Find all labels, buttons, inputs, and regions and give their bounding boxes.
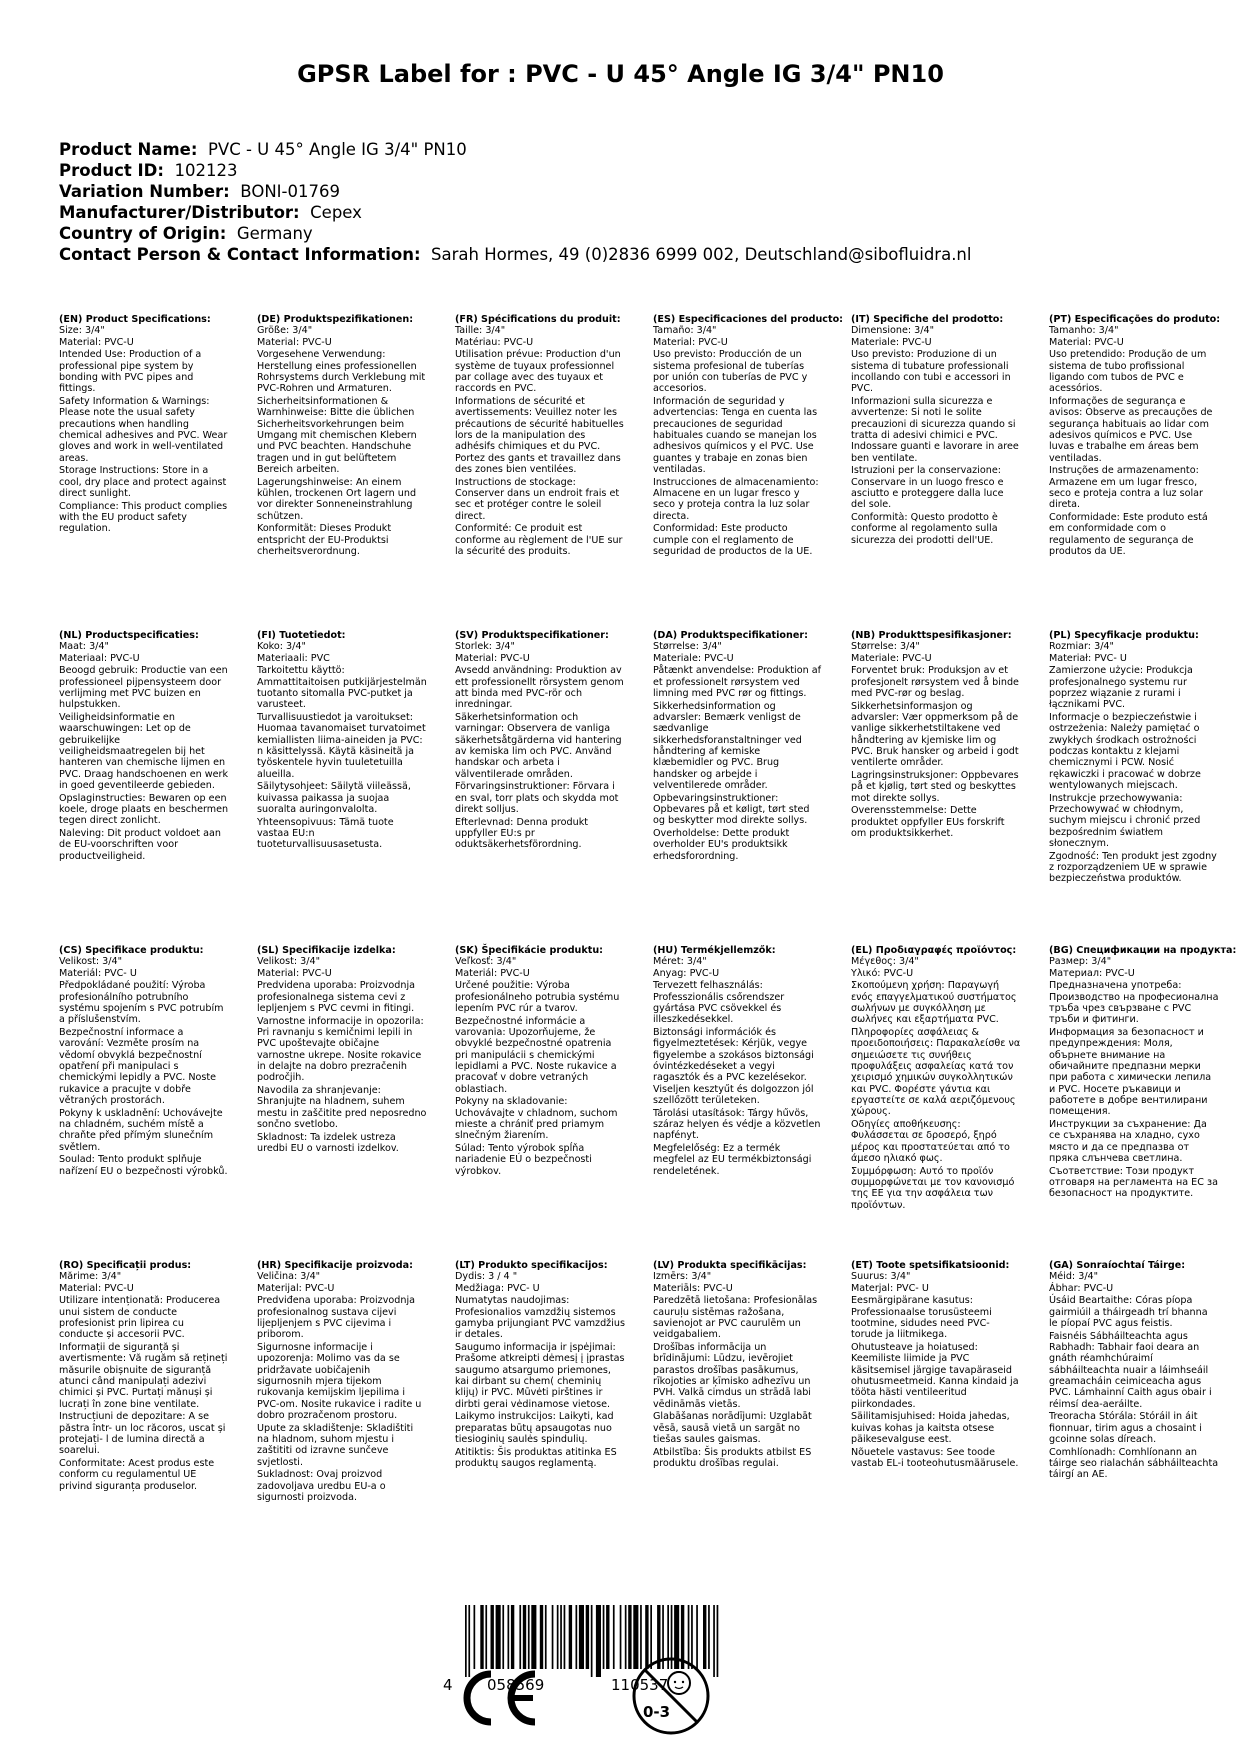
age-warning-label: 0-3: [643, 1703, 671, 1721]
spec-block-section: Förvaringsinstruktioner: Förvara i en sval, torr plats och skydda mot direkt solljus.: [455, 781, 619, 815]
spec-block-section: Tárolási utasítások: Tárgy hűvös, száraz helyen és védje a közvetlen napfényt.: [653, 1107, 821, 1142]
barcode-bar: [485, 1605, 487, 1669]
info-label: Product ID:: [59, 161, 164, 180]
spec-block-attribute: Material: PVC-U: [653, 336, 728, 348]
spec-block-section: Sicherheitsinformationen & Warnhinweise: Bitte die üblichen Sicherheitsvorkehrungen beim Umgang mit chemischen Klebern und PVC beachten. Handschuhe tragen und in gut belüftetem Bereich arbeiten.: [257, 396, 417, 475]
spec-block: [653, 1260, 823, 1469]
spec-block-section: Vorgesehene Verwendung: Herstellung eines professionellen Rohrsystems durch Verklebung mit PVC-Rohren und Armaturen.: [257, 349, 426, 395]
spec-block-attribute: Izmērs: 3/4": [653, 1271, 712, 1283]
spec-block-attribute: Materiál: PVC-U: [455, 967, 530, 979]
spec-block-section: Úsáid Beartaithe: Córas píopa gairmiúil a tháirgeadh trí bhanna le píopaí PVC agus feistis.: [1049, 1295, 1208, 1329]
spec-block-heading: (BG) Спецификации на продукта:: [1049, 945, 1237, 956]
spec-block: [59, 1260, 229, 1492]
spec-block-section: Súlad: Tento výrobok spĺňa nariadenie EÚ o bezpečnosti výrobkov.: [455, 1143, 592, 1177]
spec-block-section: Turvallisuustiedot ja varoitukset: Huomaa tavanomaiset turvatoimet kemiallisten liima-aineiden ja PVC: n käsittelyssä. Käytä käsineitä ja työskentele hyvin tuuletetuilla alueilla.: [257, 712, 426, 780]
spec-block-section: Laikymo instrukcijos: Laikyti, kad preparatas būtų apsaugotas nuo tiesioginių saulės spindulių.: [455, 1411, 614, 1445]
spec-block-attribute: Suurus: 3/4": [851, 1271, 911, 1283]
barcode-digits-right: 110537: [611, 1676, 669, 1693]
spec-block: [653, 314, 844, 557]
barcode-bar: [480, 1605, 483, 1669]
spec-block-heading: (NB) Produkttspesifikasjoner:: [851, 630, 1012, 641]
spec-block-section: Megfelelőség: Ez a termék megfelel az EU termékbiztonsági rendeletének.: [653, 1143, 812, 1177]
spec-block-attribute: Materiale: PVC-U: [851, 652, 932, 664]
spec-block-section: Comhlíonadh: Comhlíonann an táirge seo rialachán sábháilteachta táirgí an AE.: [1049, 1446, 1219, 1481]
info-variation-number: [59, 181, 1189, 202]
spec-block-attribute: Méid: 3/4": [1049, 1271, 1099, 1283]
spec-block-section: Upute za skladištenje: Skladištiti na hladnom, suhom mjestu i zaštititi od izravne sunčeve svjetlosti.: [257, 1422, 414, 1468]
spec-block-attribute: Mărime: 3/4": [59, 1271, 122, 1283]
spec-block-section: Numatytas naudojimas: Profesionalios vamzdžių sistemos gamyba prijungiant PVC vamzdžius ir detales.: [455, 1295, 625, 1341]
spec-block-section: Sukladnost: Ovaj proizvod zadovoljava uredbu EU-a o sigurnosti proizvoda.: [257, 1469, 386, 1503]
spec-block-attribute: Material: PVC-U: [455, 652, 530, 664]
barcode-bar: [713, 1605, 715, 1677]
barcode-bar: [496, 1605, 501, 1669]
spec-block-section: Πληροφορίες ασφάλειας & προειδοποιήσεις: Παρακαλείσθε να σημειώσετε τις συνήθεις προφυλάξεις ασφαλείας κατά τον χειρισμό χημικών συγκολλητικών και PVC. Φορέστε γάντια και εργαστείτε σε καλά αεριζόμενους χώρους.: [851, 1027, 1021, 1118]
spec-block-section: Instrucciones de almacenamiento: Almacene en un lugar fresco y seco y proteja contra la luz solar directa.: [653, 476, 819, 522]
spec-block-attribute: Maat: 3/4": [59, 641, 109, 653]
spec-block-section: Treoracha Stórála: Stóráil in áit fionnuar, tirim agus a chosaint i gcoinne solas díreach.: [1049, 1411, 1202, 1445]
spec-block-heading: (NL) Productspecificaties:: [59, 630, 199, 641]
spec-block-section: Faisnéis Sábháilteachta agus Rabhadh: Tabhair faoi deara an gnáth réamhchúraimí sábháilteachta nuair a láimhseáil greamacháin ceimiceacha agus PVC. Lámhainní Caith agus obair i réimsí dea-aeráilte.: [1049, 1330, 1212, 1410]
spec-block-section: Tarkoitettu käyttö: Ammattitaitoisen putkijärjestelmän tuotanto sitomalla PVC-putket ja varusteet.: [257, 665, 427, 711]
spec-block-section: Conformité: Ce produit est conforme au règlement de l'UE sur la sécurité des produits.: [455, 523, 623, 557]
spec-block-attribute: Anyag: PVC-U: [653, 967, 720, 979]
spec-block-attribute: Rozmiar: 3/4": [1049, 641, 1114, 653]
spec-block-section: Utilizare intenționată: Producerea unui sistem de conducte profesionist prin lipirea cu conducte și accesorii PVC.: [59, 1295, 221, 1341]
barcode-digit-prefix: 4: [443, 1676, 453, 1693]
spec-block: [455, 1260, 625, 1469]
info-value: BONI-01769: [240, 182, 340, 201]
spec-block-section: Conformità: Questo prodotto è conforme al regolamento sulla sicurezza dei prodotti dell'UE.: [851, 512, 998, 546]
spec-block: [1049, 314, 1219, 557]
spec-block-attribute: Material: PVC-U: [257, 967, 332, 979]
barcode-bar: [540, 1605, 543, 1669]
spec-block-section: Atbilstība: Šis produkts atbilst ES produktu drošības regulai.: [653, 1446, 812, 1470]
barcode-bar: [576, 1605, 578, 1669]
spec-block-attribute: Velikost: 3/4": [257, 956, 321, 968]
spec-block-heading: (PL) Specyfikacje produktu:: [1049, 630, 1199, 641]
spec-block-section: Yhteensopivuus: Tämä tuote vastaa EU:n tuoteturvallisuusasetusta.: [257, 816, 394, 851]
spec-block-section: Compliance: This product complies with the EU product safety regulation.: [59, 500, 228, 535]
spec-block-heading: (CS) Specifikace produktu:: [59, 945, 204, 956]
spec-block-attribute: Material: PVC-U: [59, 336, 134, 348]
ce-mark-icon: [455, 1668, 540, 1728]
spec-block-attribute: Matériau: PVC-U: [455, 336, 534, 348]
spec-block-attribute: Materiaali: PVC: [257, 652, 330, 664]
spec-block-attribute: Material: PVC-U: [257, 336, 332, 348]
spec-block-attribute: Velikost: 3/4": [59, 956, 123, 968]
spec-block-section: Paredzētā lietošana: Profesionālas cauruļu sistēmas ražošana, savienojot ar PVC caurulēm un veidgabaliem.: [653, 1295, 818, 1341]
spec-block-heading: (IT) Specifiche del prodotto:: [851, 314, 1004, 325]
spec-block-section: Glabāšanas norādījumi: Uzglabāt vēsā, sausā vietā un sargāt no tiešas saules gaismas.: [653, 1411, 812, 1445]
barcode-bar: [569, 1605, 572, 1669]
spec-block-attribute: Méret: 3/4": [653, 956, 707, 968]
spec-block-section: Beoogd gebruik: Productie van een professioneel pijpensysteem door verlijming met PVC buizen en hulpstukken.: [59, 665, 228, 711]
spec-block-attribute: Υλικό: PVC-U: [851, 967, 914, 979]
spec-block: [257, 314, 427, 557]
spec-block-attribute: Ábhar: PVC-U: [1049, 1282, 1114, 1294]
barcode-bar: [523, 1605, 526, 1669]
spec-block-section: Bezpečnostní informace a varování: Vezměte prosím na vědomí obvyklá bezpečnostní opatření při manipulaci s chemickými lepidly a PVC. Noste rukavice a pracujte v dobře větraných prostorách.: [59, 1027, 217, 1106]
spec-block-section: Předpokládané použití: Výroba profesionálního potrubního systému spojením s PVC potrubím a příslušenstvím.: [59, 980, 224, 1026]
barcode-bar: [552, 1605, 554, 1669]
barcode-bar: [474, 1605, 476, 1669]
spec-block-section: Predviđena uporaba: Proizvodnja profesionalnog sustava cijevi lijepljenjem s PVC cijevima i priborom.: [257, 1295, 415, 1341]
spec-block-attribute: Dydis: 3 / 4 ": [455, 1271, 518, 1283]
spec-block-section: Conformitate: Acest produs este conform cu regulamentul UE privind siguranța produselor.: [59, 1458, 215, 1492]
spec-block-section: Sigurnosne informacije i upozorenja: Molimo vas da se pridržavate uobičajenih sigurnosnih mjera tijekom rukovanja kemijskim ljepilima i PVC-om. Nosite rukavice i radite u dobro prozračenom prostoru.: [257, 1342, 422, 1421]
spec-block-section: Storage Instructions: Store in a cool, dry place and protect against direct sunlight.: [59, 465, 227, 499]
spec-block: [455, 314, 625, 557]
spec-block-section: Σκοπούμενη χρήση: Παραγωγή ενός επαγγελματικού συστήματος σωλήνων με συγκόλληση με σωλήνες και εξαρτήματα PVC.: [851, 980, 1017, 1026]
spec-block-section: Forventet bruk: Produksjon av et profesjonelt rørsystem ved å binde med PVC-rør og beslag.: [851, 665, 1019, 699]
spec-block-section: Atitiktis: Šis produktas atitinka ES produktų saugos reglamentą.: [455, 1446, 617, 1470]
spec-block-section: Biztonsági információk és figyelmeztetések: Kérjük, vegye figyelembe a szokásos biztonsági óvintézkedéseket a vegyi ragasztók és a PVC kezelésekor. Viseljen kesztyűt és dolgozzon jól szellőzött területeken.: [653, 1027, 814, 1106]
barcode-bar: [491, 1605, 494, 1669]
spec-block-heading: (GA) Sonraíochtaí Táirge:: [1049, 1260, 1186, 1271]
info-manufacturer: [59, 202, 1189, 223]
spec-block-section: Saugumo informacija ir įspėjimai: Prašome atkreipti dėmesį į įprastas saugumo atsargumo priemones, kai dirbant su chem( cheminių klijų) ir PVC. Mūvėti pirštines ir dirbti gerai vėdinamose vietose.: [455, 1342, 625, 1410]
barcode-bar: [586, 1605, 589, 1669]
spec-block-section: Предназначена употреба: Производство на професионална тръба чрез свързване с PVC тръби и фитинги.: [1049, 980, 1219, 1026]
spec-block-section: Instrukcje przechowywania: Przechowywać w chłodnym, suchym miejscu i chronić przed bezpośrednim światłem słonecznym.: [1049, 792, 1201, 849]
info-label: Variation Number:: [59, 182, 230, 201]
info-product-id: [59, 160, 1189, 181]
barcode-bar: [519, 1605, 521, 1669]
spec-block-section: Инструкции за съхранение: Да се съхранява на хладно, сухо място и да се предпазва от пряка слънчева светлина.: [1049, 1118, 1207, 1164]
spec-block-attribute: Veľkosť: 3/4": [455, 956, 517, 968]
info-label: Contact Person & Contact Information:: [59, 245, 421, 264]
barcode-bar: [596, 1605, 601, 1677]
spec-block-section: Conformidad: Este producto cumple con el reglamento de seguridad de productos de la UE.: [653, 523, 813, 557]
spec-block-section: Soulad: Tento produkt splňuje nařízení EU o bezpečnosti výrobků.: [59, 1154, 228, 1177]
spec-block-attribute: Medžiaga: PVC- U: [455, 1282, 540, 1294]
info-value: Germany: [236, 224, 313, 243]
spec-block-attribute: Tamanho: 3/4": [1049, 325, 1119, 337]
barcode-bar: [591, 1605, 593, 1677]
spec-block-attribute: Размер: 3/4": [1049, 956, 1112, 968]
spec-block-heading: (FR) Spécifications du produit:: [455, 314, 621, 325]
spec-block: [257, 945, 427, 1154]
spec-block-section: Påtænkt anvendelse: Produktion af et professionelt rørsystem ved limning med PVC rør og fittings.: [653, 665, 821, 699]
spec-block-section: Säkerhetsinformation och varningar: Observera de vanliga säkerhetsåtgärderna vid hantering av kemiska lim och PVC. Använd handskar och arbeta i välventilerade områden.: [455, 712, 622, 780]
spec-block-section: Skladnost: Ta izdelek ustreza uredbi EU o varnosti izdelkov.: [257, 1131, 399, 1155]
barcode-bar: [545, 1605, 547, 1669]
spec-block-section: Uso previsto: Produzione di un sistema di tubature professionali incollando con tubi e accessori in PVC.: [851, 349, 1011, 395]
spec-block-section: Informazioni sulla sicurezza e avvertenze: Si noti le solite precauzioni di sicurezza quando si tratta di adesivi chimici e PVC. Indossare guanti e lavorare in aree ben ventilate.: [851, 396, 1019, 464]
spec-block-section: Οδηγίες αποθήκευσης: Φυλάσσεται σε δροσερό, ξηρό μέρος και προστατεύεται από το άμεσο ηλιακό φως.: [851, 1118, 1010, 1164]
barcode-bar: [564, 1605, 566, 1669]
spec-block: [257, 1260, 427, 1503]
barcode-bar: [579, 1605, 584, 1669]
spec-block-heading: (LV) Produkta specifikācijas:: [653, 1260, 807, 1271]
spec-block-section: Avsedd användning: Produktion av ett professionellt rörsystem genom att binda med PVC-rör och inredningar.: [455, 665, 624, 711]
spec-block-section: Veiligheidsinformatie en waarschuwingen: Let op de gebruikelijke veiligheidsmaatregelen bij het hanteren van chemische lijmen en PVC. Draag handschoenen en werk in goed geventileerde gebieden.: [59, 712, 229, 791]
info-contact: [59, 244, 1189, 265]
spec-block-section: Información de seguridad y advertencias: Tenga en cuenta las precauciones de seguridad habituales cuando se manejan los adhesivos químicos y el PVC. Use guantes y trabaje en zonas bien ventiladas.: [653, 396, 818, 475]
spec-block-attribute: Size: 3/4": [59, 325, 105, 337]
spec-block: [653, 630, 823, 862]
spec-block-attribute: Материал: PVC-U: [1049, 967, 1135, 979]
spec-block-section: Opslaginstructies: Bewaren op een koele, droge plaats en beschermen tegen direct zonlicht.: [59, 792, 229, 827]
spec-block-section: Uso pretendido: Produção de um sistema de tubo profissional ligando com tubos de PVC e acessórios.: [1049, 349, 1207, 395]
spec-block-section: Informacje o bezpieczeństwie i ostrzeżenia: Należy pamiętać o zwykłych środkach ostrożności podczas kontaktu z klejami chemicznymi i PCW. Nosić rękawiczki i pracować w dobrze wentylowanych miejscach.: [1049, 712, 1201, 791]
spec-block-section: Instrucțiuni de depozitare: A se păstra într- un loc răcoros, uscat și protejați- l de lumina directă a soarelui.: [59, 1411, 226, 1457]
spec-block-attribute: Størrelse: 3/4": [851, 641, 920, 653]
barcode-bar: [465, 1605, 467, 1677]
spec-block-section: Ohutusteave ja hoiatused: Keemiliste liimide ja PVC käsitsemisel järgige tavapäraseid ohutusmeetmeid. Kanna kindaid ja tööta hästi ventileeritud piirkondades.: [851, 1342, 1019, 1410]
info-value: Sarah Hormes, 49 (0)2836 6999 002, Deutschland@sibofluidra.nl: [431, 245, 972, 264]
spec-block-heading: (EL) Προδιαγραφές προϊόντος:: [851, 945, 1017, 956]
spec-block-section: Zgodność: Ten produkt jest zgodny z rozporządzeniem UE w sprawie bezpieczeństwa produktów.: [1049, 850, 1217, 885]
spec-block-section: Predvidena uporaba: Proizvodnja profesionalnega sistema cevi z lepljenjem s PVC cevmi in fitingi.: [257, 980, 415, 1014]
spec-block-section: Säilytysohjeet: Säilytä viileässä, kuivassa paikassa ja suojaa suoralta auringonvalolta.: [257, 781, 411, 815]
spec-block: [851, 1260, 1021, 1469]
spec-block-section: Lagerungshinweise: An einem kühlen, trockenen Ort lagern und vor direkter Sonneneinstrahlung schützen.: [257, 476, 417, 522]
spec-block-attribute: Materiał: PVC- U: [1049, 652, 1127, 664]
spec-block-heading: (HR) Specifikacije proizvoda:: [257, 1260, 413, 1271]
spec-block-attribute: Größe: 3/4": [257, 325, 313, 337]
spec-block-section: Eesmärgipärane kasutus: Professionaalse torusüsteemi tootmine, sidudes need PVC-torude ja liitmikega.: [851, 1295, 992, 1341]
spec-block-heading: (EN) Product Specifications:: [59, 314, 211, 325]
spec-block-attribute: Materiāls: PVC-U: [653, 1282, 733, 1294]
spec-block-section: Efterlevnad: Denna produkt uppfyller EU:s pr oduktsäkerhetsförordning.: [455, 816, 589, 851]
spec-block: [455, 945, 625, 1177]
spec-block-section: Navodila za shranjevanje: Shranjujte na hladnem, suhem mestu in zaščitite pred neposredno sončno svetlobo.: [257, 1085, 427, 1130]
spec-block-section: Opbevaringsinstruktioner: Opbevares på et køligt, tørt sted og beskytter mod direkte sollys.: [653, 792, 810, 827]
info-country-of-origin: [59, 223, 1189, 244]
barcode-bar: [620, 1605, 622, 1669]
product-info: [59, 139, 1189, 265]
spec-block-attribute: Material: PVC-U: [1049, 336, 1124, 348]
spec-block-heading: (DA) Produktspecifikationer:: [653, 630, 808, 641]
spec-block-heading: (FI) Tuotetiedot:: [257, 630, 346, 641]
spec-block-heading: (HU) Termékjellemzők:: [653, 945, 776, 956]
barcode-bar: [511, 1605, 514, 1669]
barcode-bar: [717, 1605, 719, 1677]
spec-block-attribute: Taille: 3/4": [455, 325, 506, 337]
spec-block-section: Bezpečnostné informácie a varovania: Upozorňujeme, že obvyklé bezpečnostné opatrenia pri manipulácii s chemickými lepidlami a PVC. Noste rukavice a pracovať v dobre vetraných oblastiach.: [455, 1015, 617, 1095]
spec-block-section: Συμμόρφωση: Αυτό το προϊόν συμμορφώνεται με τον κανονισμό της ΕΕ για την ασφάλεια των προϊόντων.: [851, 1165, 1015, 1211]
spec-block-section: Konformität: Dieses Produkt entspricht der EU-Produktsi cherheitsverordnung.: [257, 523, 392, 557]
spec-block-section: Nõuetele vastavus: See toode vastab EL-i tooteohutusmäärusele.: [851, 1446, 1019, 1470]
spec-block-section: Overensstemmelse: Dette produktet oppfyller EUs forskrift om produktsikkerhet.: [851, 805, 1005, 840]
spec-block: [1049, 630, 1219, 885]
spec-block-section: Pokyny k uskladnění: Uchovávejte na chladném, suchém místě a chraňte před přímým slunečním světlem.: [59, 1107, 223, 1153]
barcode-bar: [468, 1605, 470, 1677]
spec-block-heading: (SK) Špecifikácie produktu:: [455, 945, 604, 956]
info-label: Country of Origin:: [59, 224, 227, 243]
spec-block-section: Naleving: Dit product voldoet aan de EU-voorschriften voor productveiligheid.: [59, 828, 221, 862]
spec-block-section: Sikkerhetsinformasjon og advarsler: Vær oppmerksom på de vanlige sikkerhetstiltakene ved håndtering av kjemiske lim og PVC. Bruk hansker og arbeid i godt ventilerte områder.: [851, 700, 1019, 769]
info-value: PVC - U 45° Angle IG 3/4" PN10: [207, 140, 467, 159]
barcode-bar: [502, 1605, 504, 1669]
spec-block: [455, 630, 625, 851]
spec-block: [653, 945, 823, 1177]
spec-block-section: Tervezett felhasználás: Professzionális csőrendszer gyártása PVC csövekkel és illeszkedésekkel.: [653, 980, 785, 1026]
spec-block-section: Uso previsto: Producción de un sistema profesional de tuberías por unión con tuberías de PVC y accesorios.: [653, 349, 808, 395]
spec-block-attribute: Μέγεθος: 3/4": [851, 956, 919, 968]
spec-block-section: Съответствие: Този продукт отговаря на регламента на ЕС за безопасност на продуктите.: [1049, 1165, 1218, 1200]
spec-block-section: Varnostne informacije in opozorila: Pri ravnanju s kemičnimi lepili in PVC upoštevajte običajne varnostne ukrepe. Nosite rokavice in delajte na dobro prezračenih področjih.: [257, 1015, 424, 1084]
info-value: Cepex: [310, 203, 362, 222]
spec-block-section: Conformidade: Este produto está em conformidade com o regulamento de segurança de produtos da UE.: [1049, 512, 1208, 557]
spec-block-section: Sikkerhedsinformation og advarsler: Bemærk venligst de sædvanlige sikkerhedsforanstaltninger ved håndtering af kemiske klæbemidler og PVC. Brug handsker og arbejde i velventilerede områder.: [653, 700, 802, 791]
spec-block-section: Pokyny na skladovanie: Uchovávajte v chladnom, suchom mieste a chrániť pred priamym slnečným žiarením.: [455, 1096, 618, 1142]
spec-block-section: Säilitamisjuhised: Hoida jahedas, kuivas kohas ja kaitsta otsese päikesevalguse eest.: [851, 1411, 1010, 1445]
spec-block-attribute: Materiale: PVC-U: [653, 652, 734, 664]
spec-block-section: Určené použitie: Výroba profesionálneho potrubia systému lepením PVC rúr a tvarov.: [455, 980, 620, 1014]
barcode-bar: [603, 1605, 605, 1669]
info-value: 102123: [174, 161, 238, 180]
spec-block-heading: (SL) Specifikacije izdelka:: [257, 945, 396, 956]
barcode-bar: [531, 1605, 536, 1669]
barcode-bar: [557, 1605, 559, 1669]
spec-block-attribute: Dimensione: 3/4": [851, 325, 935, 337]
spec-block-section: Informações de segurança e avisos: Observe as precauções de segurança habituais ao lidar com adesivos químicos e PVC. Use luvas e trabalhe em áreas bem ventiladas.: [1049, 396, 1213, 464]
barcode-bar: [528, 1605, 530, 1669]
spec-block-attribute: Storlek: 3/4": [455, 641, 515, 653]
spec-block-section: Instructions de stockage: Conserver dans un endroit frais et sec et protéger contre le soleil direct.: [455, 476, 620, 522]
spec-block-attribute: Tamaño: 3/4": [653, 325, 717, 337]
spec-block-attribute: Material: PVC-U: [59, 1282, 134, 1294]
spec-block: [1049, 1260, 1219, 1481]
spec-block-attribute: Materiaal: PVC-U: [59, 652, 140, 664]
spec-block-section: Informații de siguranță și avertismente: Vă rugăm să rețineți măsurile obișnuite de siguranță atunci când manipulați adezivi chimici și PVC. Purtați mănuși și lucrați în zone bine ventilate.: [59, 1342, 228, 1410]
barcode-digits-left: 058569: [487, 1676, 545, 1693]
barcode-bar: [625, 1605, 627, 1669]
spec-block: [59, 630, 229, 862]
spec-block-section: Instruções de armazenamento: Armazene em um lugar fresco, seco e proteja contra a luz solar direta.: [1049, 465, 1203, 511]
barcode-bar: [560, 1605, 562, 1669]
spec-block-section: Lagringsinstruksjoner: Oppbevares på et kjølig, tørt sted og beskyttes mot direkte sollys.: [851, 770, 1019, 804]
spec-block-section: Istruzioni per la conservazione: Conservare in un luogo fresco e asciutto e proteggere dalla luce del sole.: [851, 465, 1004, 511]
spec-block-attribute: Veličina: 3/4": [257, 1271, 321, 1283]
no-children-0-3-icon: [630, 1655, 712, 1737]
spec-block-heading: (SV) Produktspecifikationer:: [455, 630, 609, 641]
barcode-bar: [508, 1605, 510, 1669]
spec-block-attribute: Størrelse: 3/4": [653, 641, 722, 653]
spec-block-attribute: Materiál: PVC- U: [59, 967, 137, 979]
spec-block-attribute: Materiale: PVC-U: [851, 336, 932, 348]
spec-block-heading: (ES) Especificaciones del producto:: [653, 314, 844, 325]
spec-block: [59, 945, 229, 1177]
spec-block-heading: (DE) Produktspezifikationen:: [257, 314, 414, 325]
spec-block-section: Drošības informācija un brīdinājumi: Lūdzu, ievērojiet parastos drošības pasākumus, rīkojoties ar ķīmisko adhezīvu un PVH. Valkā cimdus un strādā labi vēdināmās vietās.: [653, 1342, 811, 1410]
spec-block-attribute: Materijal: PVC-U: [257, 1282, 335, 1294]
spec-block-section: Информация за безопасност и предупреждения: Моля, обърнете внимание на обичайните предпазни мерки при работа с химически лепила и PVC. Носете ръкавици и работете в добре вентилирани помещения.: [1049, 1027, 1212, 1118]
page-title: GPSR Label for : PVC - U 45° Angle IG 3/4" PN10: [297, 60, 944, 88]
spec-block-attribute: Koko: 3/4": [257, 641, 306, 653]
spec-block: [851, 630, 1021, 839]
spec-block-section: Informations de sécurité et avertissements: Veuillez noter les précautions de sécurité habituelles lors de la manipulation des adhésifs chimiques et du PVC. Portez des gants et travaillez dans des zones bien ventilées.: [455, 396, 624, 475]
spec-block-section: Utilisation prévue: Production d'un système de tuyaux professionnel par collage avec des tuyaux et raccords en PVC.: [455, 349, 621, 395]
info-label: Product Name:: [59, 140, 198, 159]
barcode-bar: [613, 1605, 615, 1669]
spec-block: [851, 945, 1021, 1211]
spec-block-section: Safety Information & Warnings: Please note the usual safety precautions when handling chemical adhesives and PVC. Wear gloves and work in well-ventilated areas.: [59, 396, 228, 464]
spec-block-heading: (ET) Toote spetsifikatsioonid:: [851, 1260, 1010, 1271]
spec-block: [851, 314, 1021, 546]
barcode-bar: [606, 1605, 609, 1669]
spec-block: [1049, 945, 1237, 1200]
spec-block: [257, 630, 427, 851]
spec-block-heading: (RO) Specificații produs:: [59, 1260, 192, 1271]
spec-block-section: Overholdelse: Dette produkt overholder EU's produktsikk erhedsforordning.: [653, 828, 790, 862]
spec-block-attribute: Materjal: PVC- U: [851, 1282, 929, 1294]
spec-block-section: Intended Use: Production of a professional pipe system by bonding with PVC pipes and fittings.: [59, 349, 202, 395]
info-product-name: [59, 139, 1189, 160]
spec-block-heading: (LT) Produkto specifikacijos:: [455, 1260, 608, 1271]
spec-block-section: Zamierzone użycie: Produkcja profesjonalnego systemu rur poprzez wiązanie z rurami i łącznikami PVC.: [1049, 665, 1193, 711]
spec-block: [59, 314, 229, 535]
spec-block-heading: (PT) Especificações do produto:: [1049, 314, 1221, 325]
info-label: Manufacturer/Distributor:: [59, 203, 300, 222]
